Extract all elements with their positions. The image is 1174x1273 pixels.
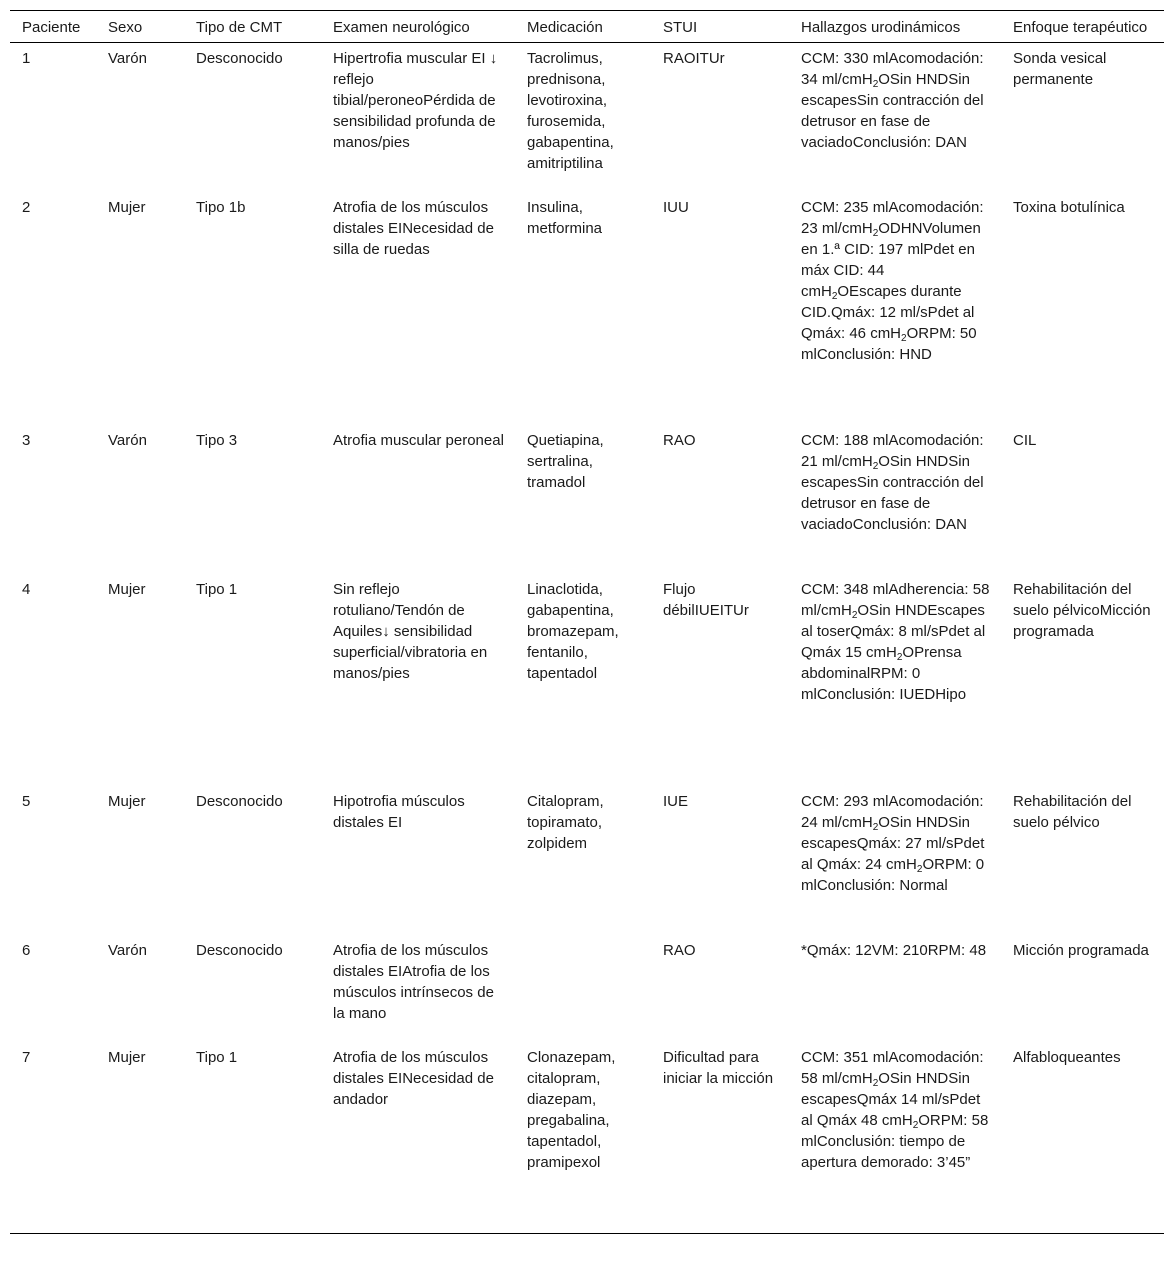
table-row: [10, 192, 1164, 425]
table-row: [10, 43, 1164, 192]
cell-paciente: 5: [22, 792, 31, 810]
cell-hallazgos: CCM: 188 mlAcomodación: 21 ml/cmH$_2$OSin HNDSin escapesSin contracción del detrusor en fase de vaciadoConclusión: DAN: [801, 431, 984, 533]
header-paciente: Paciente: [22, 19, 81, 36]
cell-examen: Sin reflejo rotuliano/Tendón de Aquiles↓ sensibilidad superficial/vibratoria en manos/pies: [333, 580, 488, 682]
cell-sexo: Varón: [108, 431, 147, 449]
cell-hallazgos: CCM: 235 mlAcomodación: 23 ml/cmH$_2$ODHNVolumen en 1.ª CID: 197 mlPdet en máx CID: 44 cmH$_2$OEscapes durante CID.Qmáx: 12 ml/sPdet al Qmáx: 46 cmH$_2$ORPM: 50 mlConclusión: HND: [801, 198, 984, 363]
cell-stui: IUE: [663, 792, 689, 810]
cell-enfoque: Toxina botulínica: [1013, 198, 1125, 216]
cell-sexo: Varón: [108, 50, 147, 67]
cell-enfoque: CIL: [1013, 431, 1037, 449]
cell-tipo-cmt: Desconocido: [196, 792, 283, 810]
cell-hallazgos: CCM: 348 mlAdherencia: 58 ml/cmH$_2$OSin HNDEscapes al toserQmáx: 8 ml/sPdet al Qmáx 15 cmH$_2$OPrensa abdominalRPM: 0 mlConclusión: IUEDHipo: [801, 580, 990, 703]
cell-hallazgos: CCM: 330 mlAcomodación: 34 ml/cmH$_2$OSin HNDSin escapesSin contracción del detrusor en fase de vaciadoConclusión: DAN: [801, 50, 984, 151]
cell-paciente: 2: [22, 198, 31, 216]
cell-examen: Hipertrofia muscular EI ↓ reflejo tibial/peroneoPérdida de sensibilidad profunda de manos/pies: [333, 50, 498, 151]
cell-tipo-cmt: Desconocido: [196, 941, 283, 959]
cell-enfoque: Rehabilitación del suelo pélvicoMicción programada: [1013, 580, 1151, 640]
cell-sexo: Mujer: [108, 1048, 146, 1066]
cell-examen: Atrofia muscular peroneal: [333, 431, 504, 449]
table-row: [10, 1042, 1164, 1234]
header-row: [10, 11, 1164, 43]
cell-medicacion: [515, 935, 651, 1042]
cell-hallazgos: CCM: 293 mlAcomodación: 24 ml/cmH$_2$OSin HNDSin escapesQmáx: 27 ml/sPdet al Qmáx: 24 cmH$_2$ORPM: 0 mlConclusión: Normal: [801, 792, 985, 894]
cell-enfoque: Micción programada: [1013, 941, 1149, 959]
cell-medicacion: Citalopram, topiramato, zolpidem: [527, 792, 604, 852]
header-hallazgos-urodinamicos: Hallazgos urodinámicos: [801, 19, 961, 36]
cell-hallazgos: *Qmáx: 12VM: 210RPM: 48: [801, 941, 987, 959]
cell-medicacion: Tacrolimus, prednisona, levotiroxina, furosemida, gabapentina, amitriptilina: [527, 50, 614, 172]
cell-sexo: Mujer: [108, 580, 146, 598]
header-stui: STUI: [663, 19, 698, 36]
patients-table: [10, 10, 1164, 1234]
cell-sexo: Varón: [108, 941, 147, 959]
cell-paciente: 4: [22, 580, 31, 598]
cell-stui: RAO: [663, 431, 696, 449]
table-row: [10, 574, 1164, 786]
cell-paciente: 1: [22, 50, 31, 67]
header-tipo-cmt: Tipo de CMT: [196, 19, 283, 36]
cell-examen: Hipotrofia músculos distales EI: [333, 792, 465, 831]
table-row: [10, 935, 1164, 1042]
cell-medicacion: Linaclotida, gabapentina, bromazepam, fentanilo, tapentadol: [527, 580, 619, 682]
cell-examen: Atrofia de los músculos distales EIAtrofia de los músculos intrínsecos de la mano: [333, 941, 494, 1022]
cell-hallazgos: CCM: 351 mlAcomodación: 58 ml/cmH$_2$OSin HNDSin escapesQmáx 14 ml/sPdet al Qmáx 48 cmH$_2$ORPM: 58 mlConclusión: tiempo de apertura demorado: 3’45”: [801, 1048, 989, 1171]
cell-examen: Atrofia de los músculos distales EINecesidad de andador: [333, 1048, 494, 1108]
cell-stui: Dificultad para iniciar la micción: [663, 1048, 774, 1087]
cell-medicacion: Clonazepam, citalopram, diazepam, pregabalina, tapentadol, pramipexol: [527, 1048, 616, 1171]
cell-tipo-cmt: Tipo 1: [196, 580, 238, 598]
cell-stui: Flujo débilIUEITUr: [663, 580, 749, 619]
cell-enfoque: Sonda vesical permanente: [1013, 50, 1107, 88]
cell-enfoque: Alfabloqueantes: [1013, 1048, 1121, 1066]
header-medicacion: Medicación: [527, 19, 603, 36]
cell-paciente: 7: [22, 1048, 31, 1066]
cell-stui: IUU: [663, 198, 689, 216]
table-header: [10, 11, 1164, 43]
cell-stui: RAOITUr: [663, 50, 725, 67]
cell-medicacion: Quetiapina, sertralina, tramadol: [527, 431, 604, 491]
table-row: [10, 786, 1164, 935]
cell-tipo-cmt: Desconocido: [196, 50, 283, 67]
table-body: [10, 43, 1164, 1234]
cell-stui: RAO: [663, 941, 696, 959]
cell-tipo-cmt: Tipo 1b: [196, 198, 246, 216]
cell-medicacion: Insulina, metformina: [527, 198, 603, 237]
cell-tipo-cmt: Tipo 3: [196, 431, 238, 449]
header-enfoque-terapeutico: Enfoque terapéutico: [1013, 19, 1148, 36]
cell-examen: Atrofia de los músculos distales EINecesidad de silla de ruedas: [333, 198, 494, 258]
cell-sexo: Mujer: [108, 198, 146, 216]
cell-sexo: Mujer: [108, 792, 146, 810]
header-sexo: Sexo: [108, 19, 143, 36]
cell-enfoque: Rehabilitación del suelo pélvico: [1013, 792, 1132, 831]
cell-paciente: 6: [22, 941, 31, 959]
cell-tipo-cmt: Tipo 1: [196, 1048, 238, 1066]
table-row: [10, 425, 1164, 574]
header-examen-neurologico: Examen neurológico: [333, 19, 470, 36]
cell-paciente: 3: [22, 431, 31, 449]
